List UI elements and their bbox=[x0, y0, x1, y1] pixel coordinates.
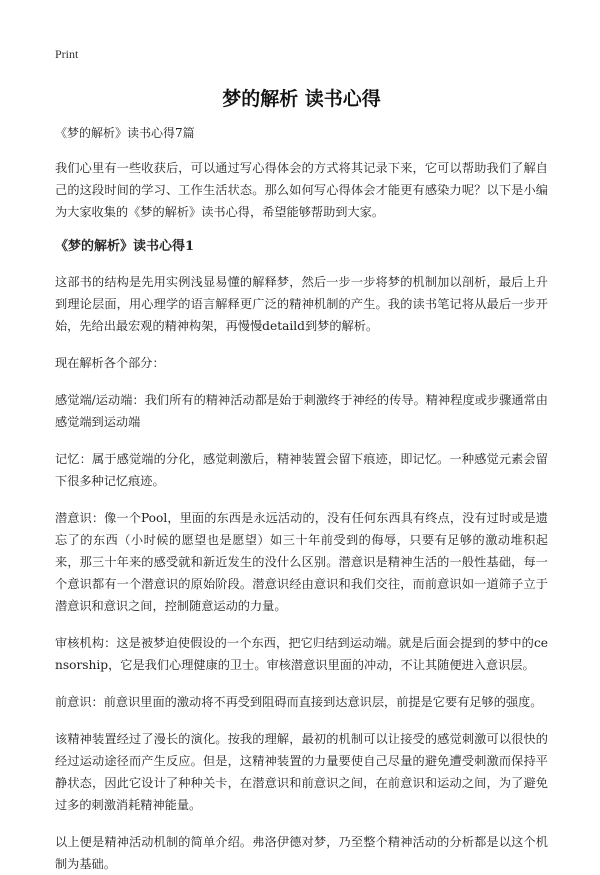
section-heading: 《梦的解析》读书心得1 bbox=[55, 239, 195, 254]
body-paragraph: 感觉端/运动端：我们所有的精神活动都是始于刺激终于神经的传导。精神程度或步骤通常由感觉端到运动端 bbox=[55, 393, 548, 429]
body-paragraph: 潜意识：像一个Pool，里面的东西是永远活动的，没有任何东西具有终点，没有过时或是遗忘了的东西（小时候的愿望也是愿望）如三十年前受到的侮辱，只要有足够的激动堆积起来，那三十年来的感受就和新近发生的没什么区别。潜意识是精神生活的一般性基础，每一个意识都有一个潜意识的原始阶段。潜意识经由意识和我们交往，而前意识如一道筛子立于潜意识和意识之间，控制随意运动的力量。 bbox=[55, 511, 548, 613]
body-paragraph: 该精神装置经过了漫长的演化。按我的理解，最初的机制可以让接受的感觉刺激可以很快的经过运动途径而产生反应。但是，这精神装置的力量要使自己尽量的避免遭受刺激而保持平静状态，因此它设计了种种关卡，在潜意识和前意识之间，在前意识和运动之间，为了避免过多的刺激消耗精神能量。 bbox=[55, 732, 548, 812]
body-paragraph: 现在解析各个部分： bbox=[55, 356, 165, 370]
body-paragraph: 记忆：属于感觉端的分化，感觉刺激后，精神装置会留下痕迹，即记忆。一种感觉元素会留下很多种记忆痕迹。 bbox=[55, 452, 548, 488]
page-title: 梦的解析 读书心得 bbox=[222, 88, 381, 110]
document-subtitle: 《梦的解析》读书心得7篇 bbox=[55, 126, 195, 140]
body-paragraph: 审核机构：这是被梦迫使假设的一个东西，把它归结到运动端。就是后面会提到的梦中的censorship，它是我们心理健康的卫士。审核潜意识里面的冲动，不让其随便进入意识层。 bbox=[55, 636, 548, 672]
body-paragraph: 这部书的结构是先用实例浅显易懂的解释梦，然后一步一步将梦的机制加以剖析，最后上升到理论层面，用心理学的语言解释更广泛的精神机制的产生。我的读书笔记将从最后一步开始，先给出最宏观的精神构架，再慢慢detaild到梦的解析。 bbox=[55, 275, 548, 333]
body-paragraph: 以上便是精神活动机制的简单介绍。弗洛伊德对梦，乃至整个精神活动的分析都是以这个机制为基础。 bbox=[55, 835, 548, 871]
intro-paragraph: 我们心里有一些收获后，可以通过写心得体会的方式将其记录下来，它可以帮助我们了解自己的这段时间的学习、工作生活状态。那么如何写心得体会才能更有感染力呢？以下是小编为大家收集的《梦的解析》读书心得，希望能够帮助到大家。 bbox=[55, 161, 548, 219]
body-paragraph: 前意识：前意识里面的激动将不再受到阻碍而直接到达意识层，前提是它要有足够的强度。 bbox=[55, 695, 543, 709]
print-link[interactable]: Print bbox=[55, 47, 79, 61]
